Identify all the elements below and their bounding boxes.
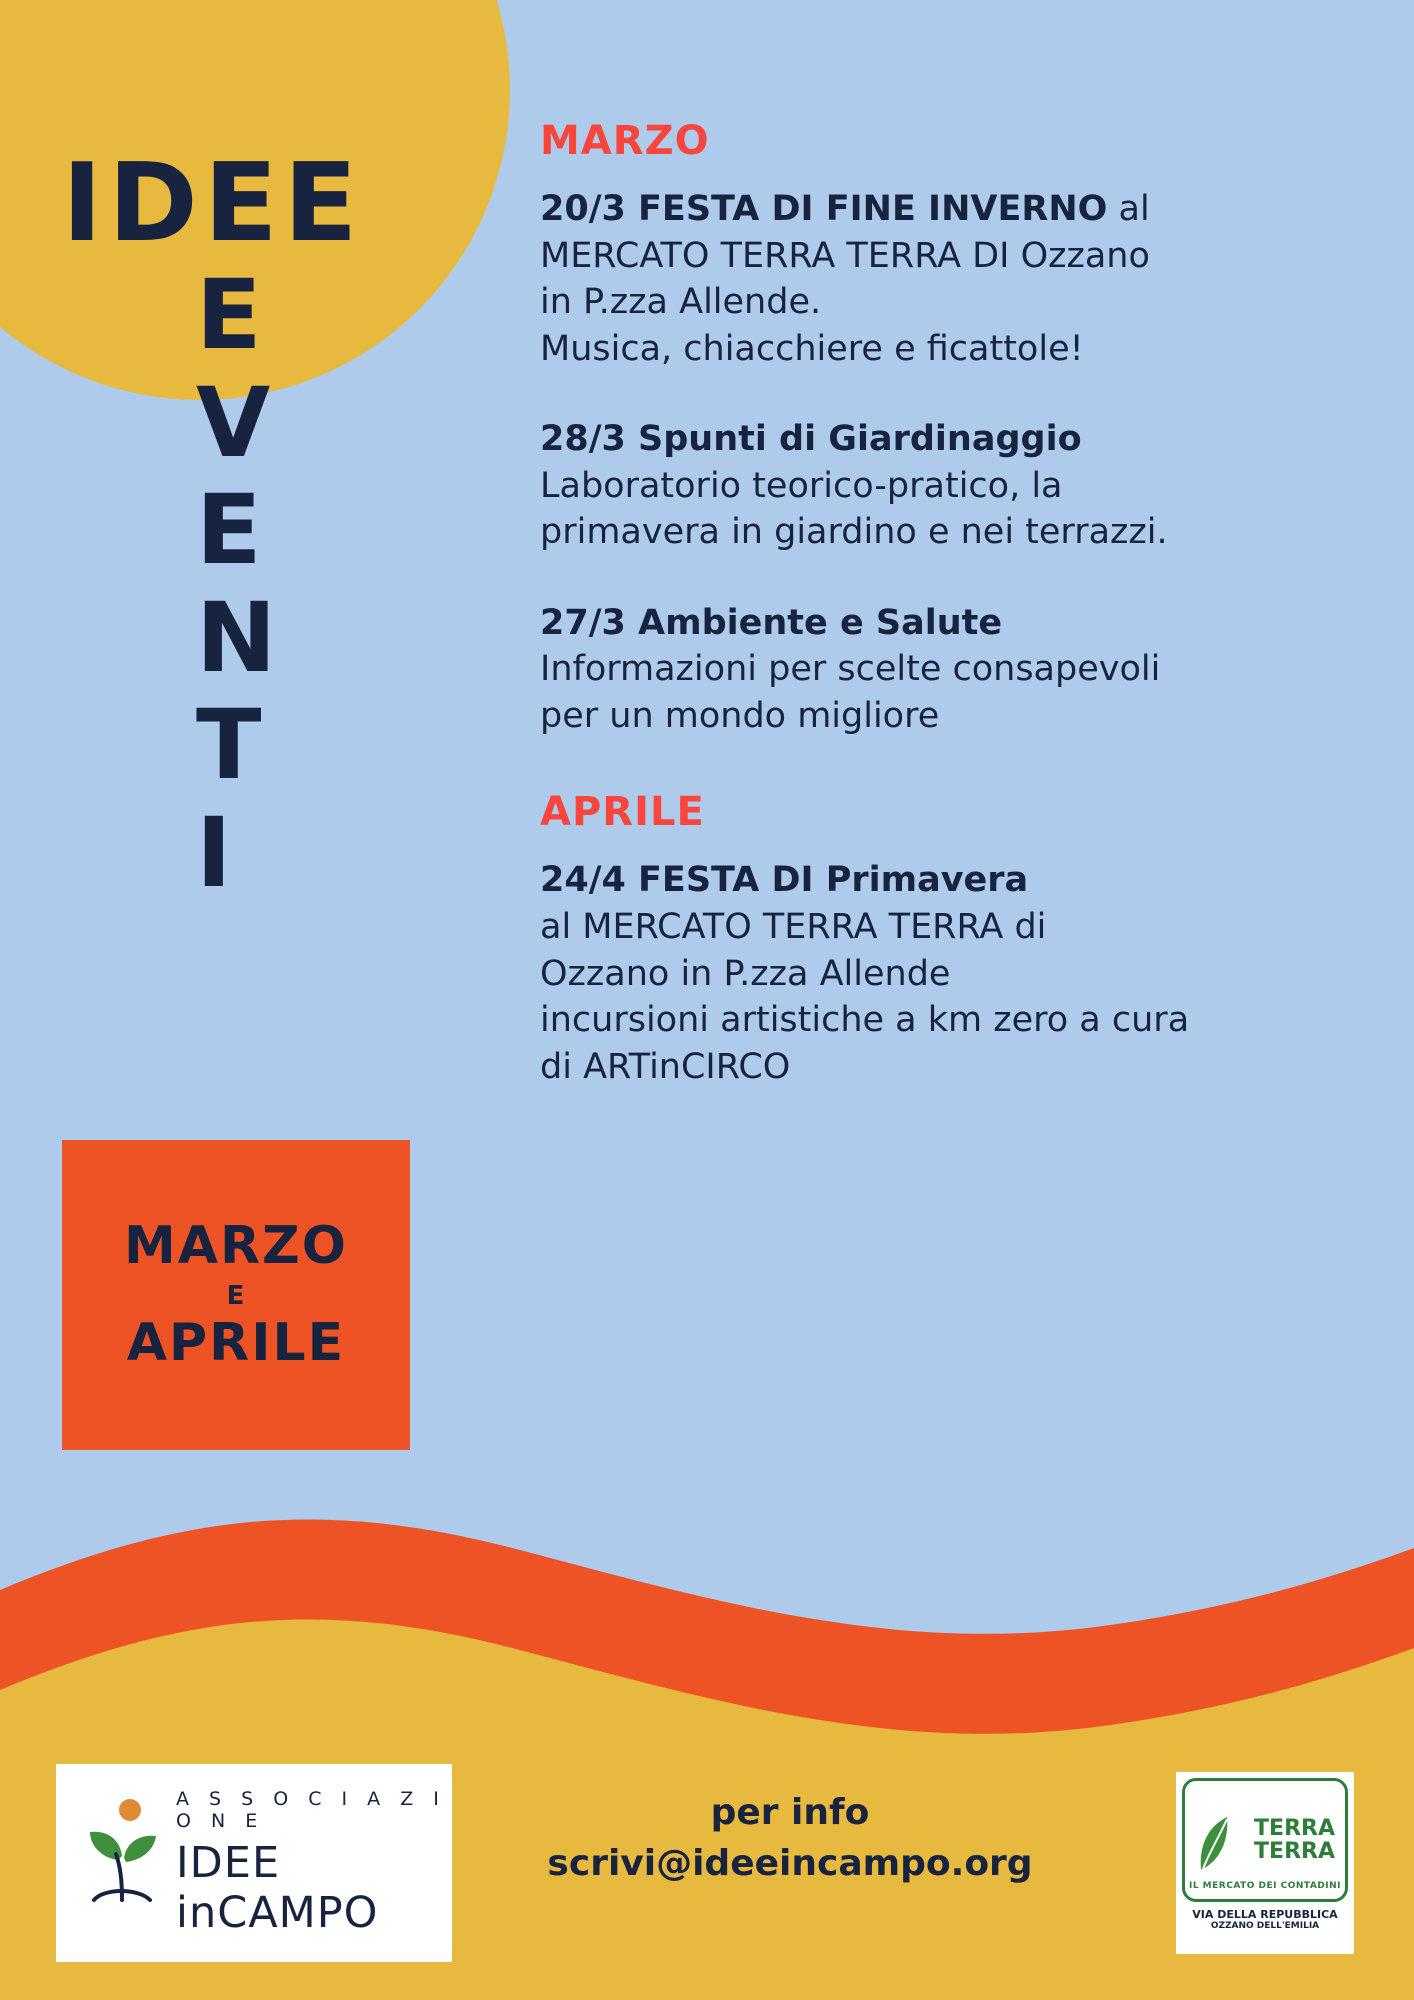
- title-eventi-vertical: [196, 259, 278, 909]
- event-lead: 24/4 FESTA DI Primavera: [540, 860, 1029, 901]
- event-line: al: [1107, 189, 1150, 229]
- title-eventi-letter: I: [196, 796, 233, 909]
- event-line: Laboratorio teorico-pratico, la: [540, 465, 1063, 506]
- event-line: MERCATO TERRA TERRA DI Ozzano: [540, 235, 1150, 276]
- contact-info: [470, 1792, 1110, 1884]
- title-eventi-letter: E: [196, 259, 263, 371]
- association-logo-text: [176, 1788, 452, 1938]
- market-badge-address-line2: OZZANO DELL'EMILIA: [1210, 1921, 1320, 1932]
- event-item: [540, 857, 1330, 1090]
- sprout-icon: [68, 1788, 172, 1938]
- market-badge-subtitle: IL MERCATO DEI CONTADINI: [1188, 1881, 1342, 1891]
- section-heading-marzo: MARZO: [540, 118, 710, 164]
- event-line: incursioni artistiche a km zero a cura: [540, 1000, 1190, 1041]
- event-line: Informazioni per scelte consapevoli: [540, 649, 1161, 690]
- contact-info-label: per info: [710, 1792, 870, 1833]
- title-eventi-letter: T: [196, 689, 263, 802]
- market-badge-name: TERRA TERRA: [1254, 1815, 1335, 1864]
- association-name: IDEE inCAMPO: [176, 1838, 379, 1938]
- event-line: primavera in giardino e nei terrazzi.: [540, 512, 1168, 553]
- event-line: di ARTinCIRCO: [540, 1046, 791, 1087]
- months-badge: [62, 1140, 410, 1450]
- event-lead: 20/3 FESTA DI FINE INVERNO: [540, 189, 1108, 229]
- title-idee: IDEE: [62, 141, 364, 266]
- event-line: Ozzano in P.zza Allende: [540, 953, 951, 994]
- title-eventi-letter: N: [196, 581, 278, 694]
- association-logo: [56, 1764, 452, 1962]
- event-item: [540, 416, 1330, 556]
- title-eventi-letter: E: [196, 474, 263, 587]
- market-badge: [1176, 1772, 1354, 1954]
- title-eventi-letter: V: [196, 366, 272, 479]
- poster-footer: [0, 1730, 1414, 2000]
- event-lead: 27/3 Ambiente e Salute: [540, 602, 1003, 643]
- months-badge-conjunction: E: [226, 1281, 246, 1311]
- poster-title-block: [0, 0, 520, 1500]
- event-item: [540, 186, 1330, 372]
- months-badge-first: MARZO: [124, 1215, 348, 1276]
- association-word: A S S O C I A Z I O N E: [176, 1788, 446, 1832]
- section-heading-aprile: APRILE: [540, 789, 705, 836]
- market-badge-address: [1192, 1908, 1337, 1932]
- event-lead: 28/3 Spunti di Giardinaggio: [540, 419, 1082, 460]
- event-line: al MERCATO TERRA TERRA di: [540, 907, 1047, 948]
- event-item: [540, 600, 1330, 740]
- contact-email[interactable]: scrivi@ideeincampo.org: [547, 1843, 1033, 1884]
- event-line: in P.zza Allende.: [540, 282, 822, 323]
- market-badge-address-line1: VIA DELLA REPUBBLICA: [1192, 1908, 1338, 1921]
- leaf-icon: [1193, 1807, 1239, 1881]
- months-badge-second: APRILE: [126, 1313, 346, 1373]
- event-line: per un mondo migliore: [540, 695, 940, 736]
- market-badge-frame: [1182, 1778, 1348, 1902]
- program-list: [540, 118, 1330, 1134]
- event-line: Musica, chiacchiere e ficattole!: [540, 328, 1084, 369]
